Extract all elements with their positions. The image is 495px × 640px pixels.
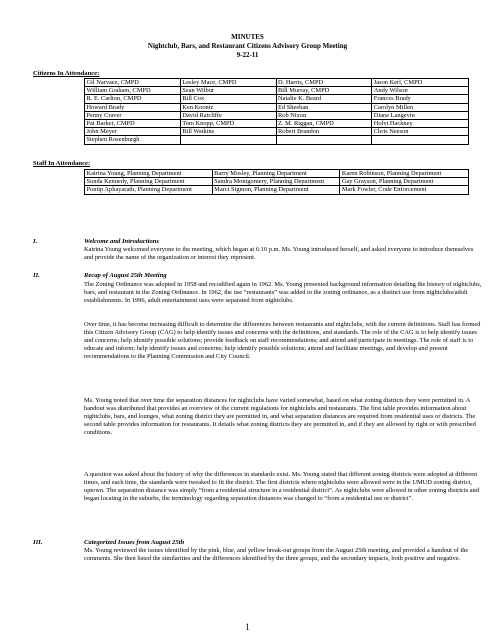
section-2-title: Recap of August 25th Meeting: [84, 272, 167, 279]
staff-row: [85, 170, 469, 178]
staff-cell: Barry Mosley, Planning Department: [212, 170, 340, 178]
citizen-row: [85, 128, 469, 136]
staff-cell: Sonda Kennedy, Planning Department: [85, 178, 213, 186]
citizen-cell: Z. M. Riggan, CMPD: [276, 120, 372, 128]
section-2-number: II.: [33, 272, 40, 279]
staff-row: [85, 178, 469, 186]
citizen-row: [85, 79, 469, 87]
citizen-cell: Diane Langevin: [372, 111, 469, 119]
citizen-row: [85, 136, 469, 144]
citizen-cell: William Graham, CMPD: [85, 87, 181, 95]
section-2-paragraph-2: Over time, it has become increasing difficult to determine the differences between restaurants and nightclubs, with the current definitions. Staff has formed this Citizen Advisory Group (CAG) to help identify issues and concerns with the definitions, and standards. The role of the CAG is to help identify issues and concerns; help identify possible solutions; provide feedback on staff recommendations; and attend and participate in meetings. The role of staff is to educate and inform; help identify issues and concerns; help identify possible solutions; attend and facilitate meetings, and develop and present recommendations to the Planning Commission and City Council.: [84, 321, 481, 360]
staff-cell: Karen Robinson, Planning Department: [340, 170, 469, 178]
section-2-paragraph-4: A question was asked about the history of why the differences in standards exist. Ms. Young stated that different zoning districts were adopted at different times, and each time, the standards were tweaked to fit the district. The first districts where nightclubs were allowed were in the UMUD zoning district, uptown. The separation distance was simply “from a residential structure in a residential district”. As nightclubs were allowed in other zoning districts and began locating in the suburbs, the terminology regarding separation distances was changed to “from a residential use or district”.: [84, 471, 479, 502]
staff-label: Staff In Attendance:: [33, 160, 91, 167]
citizen-row: [85, 103, 469, 111]
citizen-cell: Howard Brady: [85, 103, 181, 111]
citizen-cell: Natalie K. Beard: [276, 95, 372, 103]
citizen-cell: Bill Cox: [180, 95, 276, 103]
section-2-paragraph-3: Ms. Young noted that over time the separation distances for nightclubs have varied somewhat, based on what zoning districts they were permitted in. A handout was distributed that provides an overview of the current regulations for nightclubs and restaurants. The first table provides information about nightclubs, bars, and lounges, what zoning district they are permitted in, and what separation distances are required from residential uses or districts. The second table provides information for restaurants. It details what zoning districts they are permitted in, and if they are allowed by right or with prescribed conditions.: [84, 397, 476, 436]
citizen-cell: [276, 136, 372, 144]
staff-table: [84, 169, 469, 195]
page-number: 1: [245, 622, 250, 632]
citizen-cell: Chris Neeson: [372, 128, 469, 136]
staff-cell: Katrina Young, Planning Department: [85, 170, 213, 178]
citizen-cell: Robert Brandon: [276, 128, 372, 136]
citizen-cell: D. Harris, CMPD: [276, 79, 372, 87]
citizen-cell: R. E. Carlton, CMPD: [85, 95, 181, 103]
section-1-paragraph: Katrina Young welcomed everyone to the meeting, which began at 6:10 p.m. Ms. Young introduced herself, and asked everyone to introduce themselves and provide the name of the organization or interest they represent.: [84, 246, 474, 261]
citizen-cell: [180, 136, 276, 144]
citizen-cell: Ken Koontz: [180, 103, 276, 111]
citizen-cell: Holvt Hackney: [372, 120, 469, 128]
section-2-paragraph-1: The Zoning Ordinance was adopted in 1958 and recodified again in 1962. Ms. Young presented background information detailing the history of nightclubs, bars, and restaurant in the Zoning Ordinance. In 1962, the use “restaurants” was added to the zoning ordinance, as a distinct use from nightclubs/adult establishments. In 1996, adult entertainment uses were separated from nightclubs.: [84, 281, 482, 304]
citizen-cell: Pat Barker, CMPD: [85, 120, 181, 128]
staff-cell: Mark Fowler, Code Enforcement: [340, 186, 469, 194]
citizen-row: [85, 87, 469, 95]
citizen-cell: Andy Wilson: [372, 87, 469, 95]
citizen-cell: Frances Brady: [372, 95, 469, 103]
doc-subtitle: Nightclub, Bars, and Restaurant Citizens Advisory Group Meeting: [147, 42, 348, 50]
citizen-cell: Ed Sheehan: [276, 103, 372, 111]
citizen-cell: Lesley Mace, CMPD: [180, 79, 276, 87]
section-3-paragraph: Ms. Young reviewed the issues identified by the pink, blue, and yellow break-out groups from the August 25th meeting, and provided a handout of the comments. She then listed the similarities and the differences identified by the three groups, and the secondary impacts, both positive and negative.: [84, 547, 469, 562]
staff-cell: Gay Grayson, Planning Department: [340, 178, 469, 186]
citizen-cell: Sean Wilbur: [180, 87, 276, 95]
staff-cell: Sandra Montgomery, Planning Department: [212, 178, 340, 186]
citizen-row: [85, 120, 469, 128]
staff-cell: Pontip Aphayarath, Planning Department: [85, 186, 213, 194]
citizen-row: [85, 95, 469, 103]
section-1-number: I.: [33, 238, 38, 245]
citizen-cell: Bill Murray, CMPD: [276, 87, 372, 95]
citizens-table: [84, 78, 469, 145]
citizen-cell: Stephen Rosenburgh: [85, 136, 181, 144]
citizen-cell: [372, 136, 469, 144]
staff-cell: Marci Sigmon, Planning Department: [212, 186, 340, 194]
citizen-cell: Gil Narvaez, CMPD: [85, 79, 181, 87]
citizen-cell: David Ratcliffe: [180, 111, 276, 119]
section-1-title: Welcome and Introductions: [84, 238, 159, 245]
citizen-row: [85, 111, 469, 119]
citizen-cell: Rob Nixon: [276, 111, 372, 119]
staff-row: [85, 186, 469, 194]
section-3-number: III.: [33, 539, 43, 546]
doc-title: MINUTES: [231, 33, 264, 41]
doc-date: 9-22-11: [236, 51, 259, 59]
citizen-cell: John Meyer: [85, 128, 181, 136]
citizen-cell: Tom Knopp, CMPD: [180, 120, 276, 128]
citizen-cell: Carolyn Millen: [372, 103, 469, 111]
section-3-title: Categorized Issues from August 25th: [84, 539, 185, 546]
citizen-cell: Jason Kerl, CMPD: [372, 79, 469, 87]
citizen-cell: Bill Watkins: [180, 128, 276, 136]
citizens-label: Citizens In Attendance:: [33, 70, 100, 77]
citizen-cell: Penny Craver: [85, 111, 181, 119]
